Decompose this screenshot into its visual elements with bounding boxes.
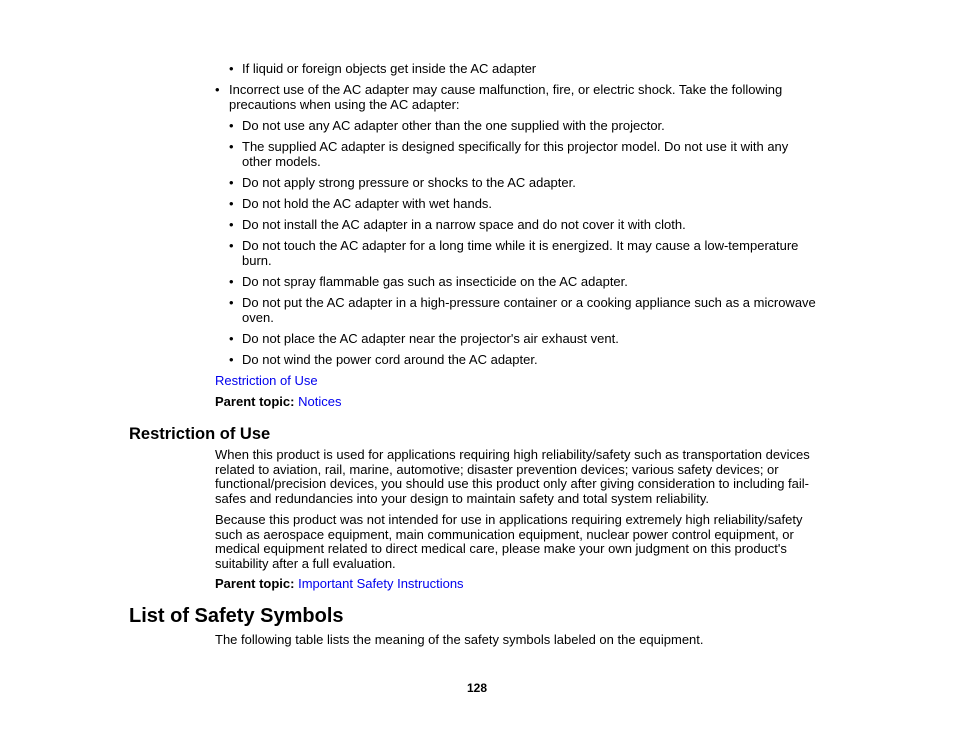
safety-symbols-intro: The following table lists the meaning of the safety symbols labeled on the equipment. bbox=[215, 632, 704, 647]
section-heading: List of Safety Symbols bbox=[129, 605, 344, 627]
list-item-text: Do not put the AC adapter in a high-pressure container or a cooking appliance such as a microwave bbox=[242, 295, 816, 310]
list-item-text: Do not spray flammable gas such as insecticide on the AC adapter. bbox=[242, 274, 628, 289]
restriction-paragraph-1 bbox=[215, 448, 835, 506]
list-item bbox=[242, 239, 832, 268]
bullet-marker: • bbox=[229, 238, 234, 253]
restriction-of-use-link[interactable]: Restriction of Use bbox=[215, 373, 318, 388]
paragraph-line: suitability after a full evaluation. bbox=[215, 555, 396, 571]
paragraph-line: Because this product was not intended for use in applications requiring extremely high reliability/safety bbox=[215, 512, 803, 527]
list-item bbox=[242, 296, 832, 325]
list-item-text: Do not use any AC adapter other than the one supplied with the projector. bbox=[242, 118, 665, 133]
page-number: 128 bbox=[466, 681, 488, 695]
list-item-text: Incorrect use of the AC adapter may cause malfunction, fire, or electric shock. Take the following bbox=[229, 82, 783, 97]
bullet-marker: • bbox=[229, 139, 234, 154]
notices-link[interactable]: Notices bbox=[298, 394, 342, 409]
paragraph-line: When this product is used for applications requiring high reliability/safety such as transportation devices bbox=[215, 447, 810, 462]
bullet-marker: • bbox=[229, 295, 234, 310]
list-item-text: Do not place the AC adapter near the projector's air exhaust vent. bbox=[242, 331, 619, 346]
section-heading: Restriction of Use bbox=[129, 425, 271, 443]
bullet-marker: • bbox=[215, 82, 220, 97]
bullet-marker: • bbox=[229, 61, 234, 76]
bullet-marker: • bbox=[229, 196, 234, 211]
paragraph-line: medical equipment related to direct medical care, please make your own judgment on this product's bbox=[215, 541, 787, 556]
bullet-marker: • bbox=[229, 217, 234, 232]
bullet-marker: • bbox=[229, 352, 234, 367]
list-item-text: other models. bbox=[242, 153, 321, 169]
bullet-marker: • bbox=[229, 118, 234, 133]
paragraph-line: functional/precision devices, you should use this product only after giving consideration to including fail- bbox=[215, 476, 810, 491]
important-safety-instructions-link[interactable]: Important Safety Instructions bbox=[298, 576, 464, 591]
bullet-marker: • bbox=[229, 175, 234, 190]
parent-topic-label: Parent topic: bbox=[215, 394, 295, 409]
bullet-marker: • bbox=[229, 274, 234, 289]
restriction-paragraph-2 bbox=[215, 513, 835, 571]
paragraph-line: such as aerospace equipment, main communication equipment, nuclear power control equipment, or bbox=[215, 526, 794, 542]
paragraph-line: related to aviation, rail, marine, automotive; disaster prevention devices; various safety devices; or bbox=[215, 461, 779, 477]
list-item bbox=[229, 83, 829, 112]
list-item-text: If liquid or foreign objects get inside the AC adapter bbox=[242, 61, 537, 76]
list-item-text: Do not apply strong pressure or shocks to the AC adapter. bbox=[242, 175, 576, 190]
list-item bbox=[242, 140, 832, 169]
list-item-text: burn. bbox=[242, 252, 272, 268]
parent-topic-label: Parent topic: bbox=[215, 576, 295, 591]
paragraph-line: safes and redundancies into your design to maintain safety and total system reliability. bbox=[215, 490, 710, 506]
list-item-text: Do not wind the power cord around the AC adapter. bbox=[242, 352, 538, 367]
list-item-text: Do not install the AC adapter in a narrow space and do not cover it with cloth. bbox=[242, 217, 686, 232]
bullet-marker: • bbox=[229, 331, 234, 346]
parent-topic bbox=[215, 577, 464, 592]
list-item-text: precautions when using the AC adapter: bbox=[229, 96, 460, 112]
list-item-text: Do not hold the AC adapter with wet hands. bbox=[242, 196, 493, 211]
list-item-text: Do not touch the AC adapter for a long time while it is energized. It may cause a low-temperature bbox=[242, 238, 799, 253]
list-item-text: The supplied AC adapter is designed specifically for this projector model. Do not use it with any bbox=[242, 139, 789, 154]
parent-topic bbox=[215, 395, 341, 410]
list-item-text: oven. bbox=[242, 309, 274, 325]
